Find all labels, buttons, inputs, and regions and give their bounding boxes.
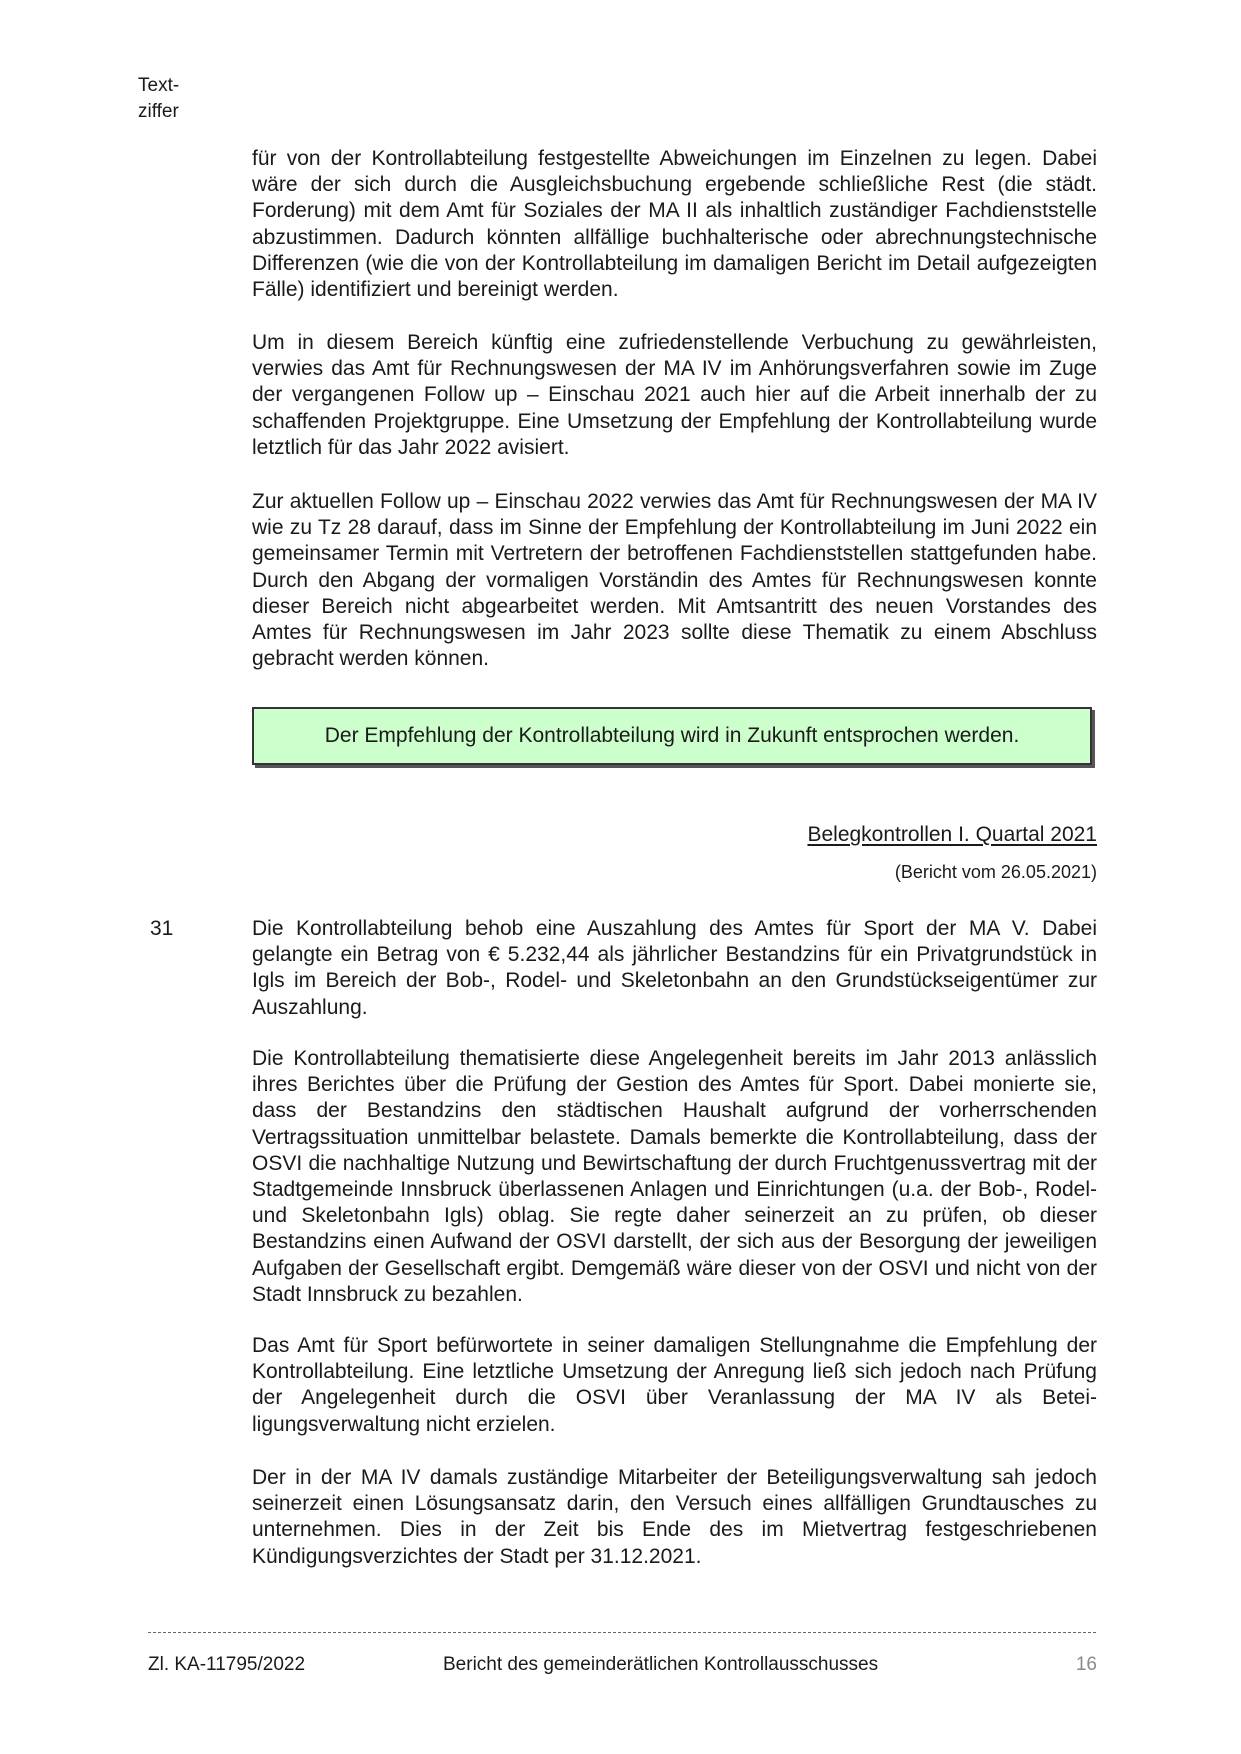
paragraph-4 xyxy=(252,916,1097,1021)
section-heading: Belegkontrollen I. Quartal 2021 xyxy=(807,823,1097,846)
section-report-date: (Bericht vom 26.05.2021) xyxy=(894,862,1097,882)
paragraph-4-text: Die Kontrollabteilung behob eine Auszahlung des Amtes für Sport der MA V. Dabei gelangte ein Betrag von € 5.232,44 als jährlicher Bestandzins für ein Privatgrundstück in Igls im Bereich der Bob-, Rodel- und Skeletonbahn an den Grundstückseigentümer zur Auszahlung. xyxy=(252,917,1097,1019)
paragraph-3 xyxy=(252,489,1097,672)
paragraph-5-text: Die Kontrollabteilung thematisierte diese Angelegenheit bereits im Jahr 2013 anlässlich ihres Berichtes über die Prüfung der Gestion des Amtes für Sport. Dabei monierte sie, dass der Bestandzins den städtischen Haushalt aufgrund der vorherrschenden Vertragssituation unmittelbar belastete. Damals bemerkte die Kontrollabteilung, dass der OSVI die nachhaltige Nutzung und Bewirtschaftung der durch Fruchtgenussvertrag mit der Stadtgemeinde Innsbruck überlassenen Anlagen und Einrichtungen (u.a. der Bob-, Rodel- und Skeletonbahn Igls) oblag. Sie regte daher seinerzeit an zu prüfen, ob dieser Bestandzins einen Aufwand der OSVI darstellt, der sich aus der Besorgung der jeweiligen Aufgaben der Gesellschaft ergibt. Demgemäß wäre dieser von der OSVI und nicht von der Stadt Innsbruck zu bezahlen. xyxy=(252,1047,1097,1306)
margin-label-textziffer xyxy=(138,73,179,125)
paragraph-6-text: Das Amt für Sport befürwortete in seiner damaligen Stellungnahme die Empfehlung der Kontrollabteilung. Eine letztliche Umsetzung der Anregung ließ sich jedoch nach Prüfung der Angelegenheit durch die OSVI über Veranlassung der MA IV als Beteiligungsverwaltung nicht erzielen. xyxy=(252,1334,1097,1436)
recommendation-callout xyxy=(252,707,1092,765)
paragraph-7-text: Der in der MA IV damals zuständige Mitarbeiter der Beteiligungsverwaltung sah jedoch seinerzeit einen Lösungsansatz darin, den Versuch eines allfälligen Grundtausches zu unternehmen. Dies in der Zeit bis Ende des im Mietvertrag festgeschriebenen Kündigungsverzichtes der Stadt per 31.12.2021. xyxy=(252,1466,1097,1568)
page-number: 16 xyxy=(1075,1654,1097,1675)
footer-reference: Zl. KA-11795/2022 xyxy=(148,1654,306,1675)
paragraph-7 xyxy=(252,1465,1097,1570)
paragraph-1 xyxy=(252,146,1097,303)
paragraph-5 xyxy=(252,1046,1097,1308)
footer-divider xyxy=(148,1632,1096,1633)
paragraph-3-text: Zur aktuellen Follow up – Einschau 2022 verwies das Amt für Rechnungswesen der MA IV wie zu Tz 28 darauf, dass im Sinne der Empfehlung der Kontrollabteilung im Juni 2022 ein gemeinsamer Termin mit Vertretern der betroffenen Fachdienststellen stattgefunden habe. Durch den Abgang der vormaligen Vorständin des Amtes für Rechnungswesen konnte dieser Bereich nicht abgearbeitet werden. Mit Amtsantritt des neuen Vorstandes des Amtes für Rechnungswesen im Jahr 2023 sollte diese Thematik zu einem Abschluss gebracht werden können. xyxy=(252,490,1097,671)
paragraph-2-text: Um in diesem Bereich künftig eine zufriedenstellende Verbuchung zu gewährleisten, verwies das Amt für Rechnungswesen der MA IV im Anhörungsverfahren sowie im Zuge der vergangenen Follow up – Einschau 2021 auch hier auf die Arbeit innerhalb der zu schaffenden Projektgruppe. Eine Umsetzung der Empfehlung der Kontrollabteilung wurde letztlich für das Jahr 2022 avisiert. xyxy=(252,331,1097,459)
footer-title: Bericht des gemeinderätlichen Kontrollausschusses xyxy=(443,1654,879,1675)
paragraph-2 xyxy=(252,330,1097,461)
paragraph-6 xyxy=(252,1333,1097,1438)
textziffer-number: 31 xyxy=(150,917,174,940)
recommendation-callout-text: Der Empfehlung der Kontrollabteilung wird in Zukunft entsprochen werden. xyxy=(324,724,1020,747)
paragraph-1-text: für von der Kontrollabteilung festgestellte Abweichungen im Einzelnen zu legen. Dabei wäre der sich durch die Ausgleichsbuchung ergebende schließliche Rest (die städt. Forderung) mit dem Amt für Soziales der MA II als inhaltlich zuständiger Fachdienststelle abzustimmen. Dadurch könnten allfällige buchhalterische oder abrechnungstechnische Differenzen (wie die von der Kontrollabteilung im damaligen Bericht im Detail aufgezeigten Fälle) identifiziert und bereinigt werden. xyxy=(252,147,1097,302)
margin-label-line1: Text- xyxy=(138,75,180,96)
margin-label-line2: ziffer xyxy=(138,101,179,122)
